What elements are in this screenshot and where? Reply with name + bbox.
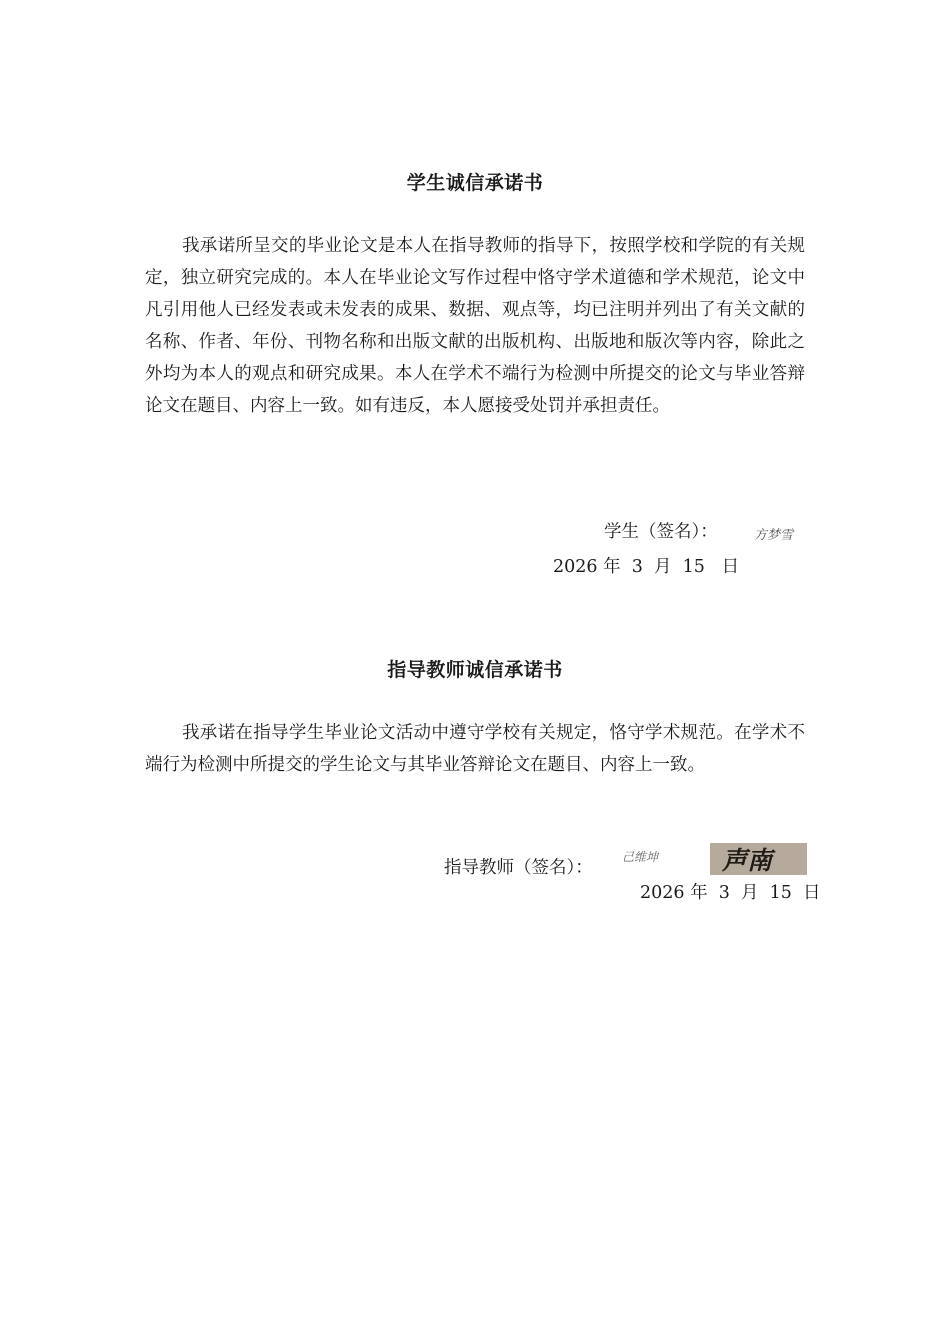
advisor-pledge-title: 指导教师诚信承诺书: [387, 659, 563, 681]
student-signature-label: 学生（签名）：: [604, 522, 718, 542]
advisor-pledge-body: 我承诺在指导学生毕业论文活动中遵守学校有关规定，恪守学术规范。在学术不端行为检测中所提交的学生论文与其毕业答辩论文在题目、内容上一致。: [145, 723, 805, 775]
advisor-signature-1: [620, 846, 680, 868]
advisor-signature-2: [710, 843, 807, 875]
advisor-signature-label: 指导教师（签名）：: [444, 858, 593, 878]
student-pledge-body: 我承诺所呈交的毕业论文是本人在指导教师的指导下，按照学校和学院的有关规定，独立研究完成的。本人在毕业论文写作过程中恪守学术道德和学术规范，论文中凡引用他人已经发表或未发表的成果、数据、观点等，均已注明并列出了有关文献的名称、作者、年份、刊物名称和出版文献的出版机构、出版地和版次等内容，除此之外均为本人的观点和研究成果。本人在学术不端行为检测中所提交的论文与毕业答辩论文在题目、内容上一致。如有违反，本人愿接受处罚并承担责任。: [145, 236, 805, 416]
student-pledge-title: 学生诚信承诺书: [406, 172, 544, 194]
advisor-date: 2026 年 3 月 15 日: [640, 883, 821, 903]
advisor-signature-1-text: 己维坤: [622, 850, 659, 864]
advisor-signature-2-text: 声南: [722, 846, 773, 875]
student-signature-text: 方梦雪: [754, 528, 794, 543]
student-signature: [752, 522, 804, 544]
student-date: 2026 年 3 月 15 日: [553, 557, 740, 577]
